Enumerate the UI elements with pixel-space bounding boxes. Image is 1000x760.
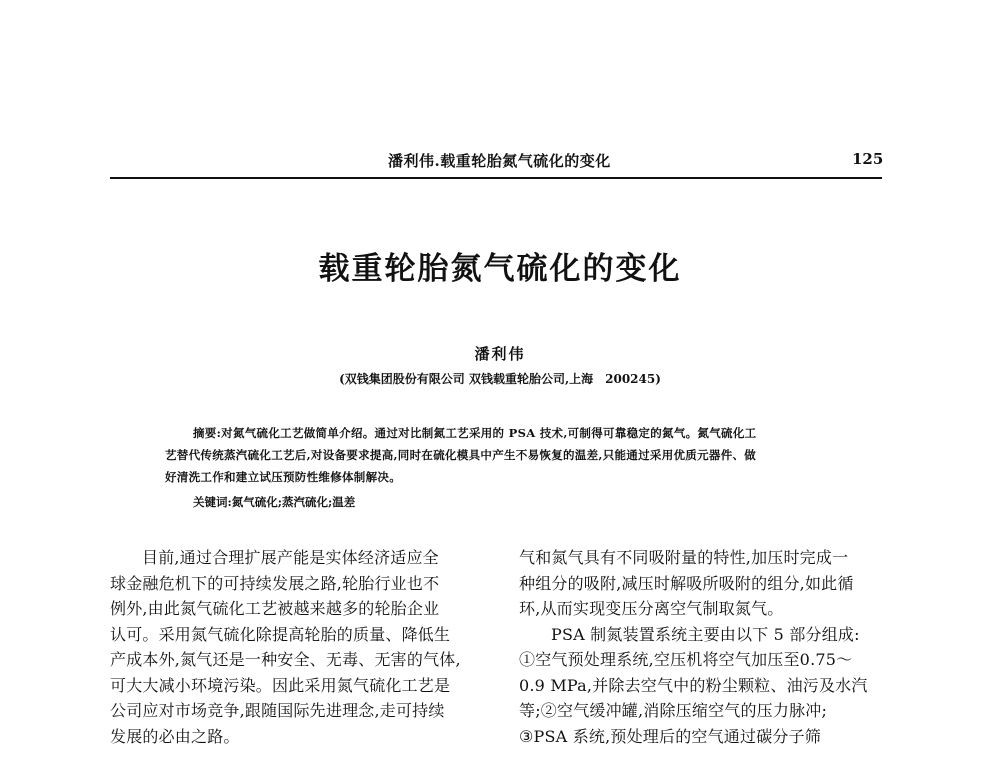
abstract-line: 好清洗工作和建立试压预防性维修体制解决。 <box>165 470 401 484</box>
body-line: 球金融危机下的可持续发展之路,轮胎行业也不 <box>110 573 440 593</box>
body-line: 0.9 MPa,并除去空气中的粉尘颗粒、油污及水汽 <box>519 675 868 695</box>
body-line: ①空气预处理系统,空压机将空气加压至0.75～ <box>519 650 853 669</box>
body-right-column <box>519 545 899 749</box>
body-line: ③PSA 系统,预处理后的空气通过碳分子筛 <box>519 726 821 746</box>
body-line: 发展的必由之路。 <box>110 726 240 746</box>
body-line: PSA 制氮装置系统主要由以下 5 部分组成: <box>551 624 860 644</box>
body-line: 例外,由此氮气硫化工艺被越来越多的轮胎企业 <box>110 599 440 618</box>
body-line: 种组分的吸附,减压时解吸所吸附的组分,如此循 <box>519 573 854 593</box>
body-line: 认可。采用氮气硫化除提高轮胎的质量、降低生 <box>110 624 451 644</box>
keywords: 关键词:氮气硫化;蒸汽硫化;温差 <box>193 495 356 509</box>
abstract <box>165 422 855 488</box>
abstract-line: 摘要:对氮气硫化工艺做简单介绍。通过对比制氮工艺采用的 PSA 技术,可制得可靠稳定的氮气。氮气硫化工 <box>193 426 757 440</box>
header-rule <box>110 177 882 179</box>
article-title: 载重轮胎氮气硫化的变化 <box>318 251 682 287</box>
author-name: 潘利伟 <box>474 345 526 363</box>
author-affiliation: (双钱集团股份有限公司 双钱载重轮胎公司,上海 200245) <box>339 372 661 386</box>
body-left-column <box>110 545 490 749</box>
body-line: 环,从而实现变压分离空气制取氮气。 <box>519 599 784 618</box>
abstract-line: 艺替代传统蒸汽硫化工艺后,对设备要求提高,同时在硫化模具中产生不易恢复的温差,只能通过采用优质元器件、做 <box>165 448 757 462</box>
body-line: 气和氮气具有不同吸附量的特性,加压时完成一 <box>519 548 849 567</box>
page-number: 125 <box>852 150 884 168</box>
body-line: 目前,通过合理扩展产能是实体经济适应全 <box>142 548 439 567</box>
running-header-title: 潘利伟.载重轮胎氮气硫化的变化 <box>388 152 611 170</box>
body-line: 产成本外,氮气还是一种安全、无毒、无害的气体, <box>110 650 461 669</box>
body-line: 等;②空气缓冲罐,消除压缩空气的压力脉冲; <box>519 701 828 720</box>
body-line: 可大大减小环境污染。因此采用氮气硫化工艺是 <box>110 675 451 695</box>
body-line: 公司应对市场竞争,跟随国际先进理念,走可持续 <box>110 701 445 720</box>
